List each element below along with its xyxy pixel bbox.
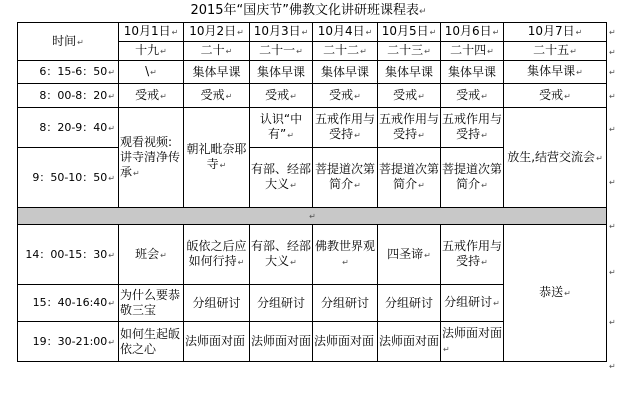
time-cell: 14：00-15：30↵ — [18, 225, 119, 285]
title-text: 2015年“国庆节”佛教文化讲研班课程表 — [190, 3, 419, 18]
row-end-mark-icon: ↵ — [609, 125, 616, 134]
course-cell: 班会↵ — [119, 225, 184, 285]
course-cell: 集体早课 — [250, 61, 313, 84]
row-end-mark-icon: ↵ — [609, 318, 616, 327]
row-end-mark-icon: ↵ — [609, 28, 616, 37]
lunar-date-cell: 二十二↵ — [313, 42, 378, 61]
course-cell: 有部、经部大义↵ — [250, 148, 313, 208]
row-end-mark-icon: ↵ — [609, 268, 616, 277]
course-cell: 受戒↵ — [184, 84, 250, 108]
date-cell: 10月5日↵ — [378, 23, 441, 42]
lunar-date-cell: 二十一↵ — [250, 42, 313, 61]
course-cell: 受戒↵ — [504, 84, 607, 108]
course-cell: 五戒作用与受持↵ — [441, 108, 504, 148]
time-cell: 6：15-6：50↵ — [18, 61, 119, 84]
schedule-row-precepts — [18, 84, 607, 108]
row-end-mark-icon: ↵ — [609, 68, 616, 77]
course-cell: 法师面对面 — [184, 322, 250, 362]
course-cell: 受戒↵ — [441, 84, 504, 108]
course-cell: 分组研讨↵ — [441, 285, 504, 322]
course-cell: 受戒↵ — [119, 84, 184, 108]
date-cell: 10月7日↵ — [504, 23, 607, 42]
time-cell: 9：50-10：50↵ — [18, 148, 119, 208]
course-cell: 四圣谛↵ — [378, 225, 441, 285]
course-cell: 分组研讨 — [184, 285, 250, 322]
time-header-cell: 时间↵ — [18, 23, 119, 61]
time-cell: 15：40-16:40↵ — [18, 285, 119, 322]
course-cell: 五戒作用与受持↵ — [378, 108, 441, 148]
course-cell: 五戒作用与受持↵ — [441, 225, 504, 285]
lunar-date-cell: 二十五↵ — [504, 42, 607, 61]
course-cell: 法师面对面↵ — [441, 322, 504, 362]
course-cell: 认识“中有”↵ — [250, 108, 313, 148]
row-end-mark-icon: ↵ — [609, 362, 616, 371]
lunar-date-cell: 十九↵ — [119, 42, 184, 61]
course-cell: 分组研讨 — [313, 285, 378, 322]
course-cell: 集体早课 — [441, 61, 504, 84]
row-end-mark-icon: ↵ — [609, 92, 616, 101]
course-cell: 放生,结营交流会↵ — [504, 108, 607, 208]
header-date-row — [18, 23, 607, 42]
course-cell: 受戒↵ — [313, 84, 378, 108]
page-title — [0, 3, 617, 20]
date-cell: 10月6日↵ — [441, 23, 504, 42]
course-cell: 法师面对面 — [313, 322, 378, 362]
course-cell: 集体早课 — [184, 61, 250, 84]
course-cell: 恭送↵ — [504, 225, 607, 362]
course-cell: 佛教世界观↵ — [313, 225, 378, 285]
course-cell: 菩提道次第简介↵ — [441, 148, 504, 208]
lunar-date-cell: 二十四↵ — [441, 42, 504, 61]
lunch-break-row — [18, 208, 607, 225]
row-end-mark-icon: ↵ — [609, 48, 616, 57]
date-cell: 10月1日↵ — [119, 23, 184, 42]
time-cell: 8：00-8：20↵ — [18, 84, 119, 108]
course-cell: 集体早课 — [313, 61, 378, 84]
course-cell: 菩提道次第简介↵ — [378, 148, 441, 208]
schedule-row-morning — [18, 61, 607, 84]
lunar-date-cell: 二十↵ — [184, 42, 250, 61]
course-cell: 观看视频:讲寺清净传承↵ — [119, 108, 184, 208]
course-cell: 朝礼毗奈耶寺↵ — [184, 108, 250, 208]
paragraph-mark-icon: ↵ — [419, 7, 427, 17]
lunar-date-cell: 二十三↵ — [378, 42, 441, 61]
course-cell: 分组研讨 — [250, 285, 313, 322]
course-cell: \↵ — [119, 61, 184, 84]
course-cell: 五戒作用与受持↵ — [313, 108, 378, 148]
course-cell: 为什么要恭敬三宝 — [119, 285, 184, 322]
schedule-row-afternoon-1 — [18, 225, 607, 285]
date-cell: 10月3日↵ — [250, 23, 313, 42]
course-cell: 如何生起皈依之心 — [119, 322, 184, 362]
date-cell: 10月2日↵ — [184, 23, 250, 42]
date-cell: 10月4日↵ — [313, 23, 378, 42]
course-cell: 受戒↵ — [250, 84, 313, 108]
course-cell: 集体早课 — [378, 61, 441, 84]
schedule-row-morning-session-1 — [18, 108, 607, 148]
course-cell: 皈依之后应如何行持↵ — [184, 225, 250, 285]
time-cell: 19：30-21:00↵ — [18, 322, 119, 362]
row-end-mark-icon: ↵ — [609, 178, 616, 187]
course-cell: 集体早课↵ — [504, 61, 607, 84]
time-cell: 8：20-9：40↵ — [18, 108, 119, 148]
course-cell: 受戒↵ — [378, 84, 441, 108]
schedule-table — [17, 22, 607, 362]
course-cell: 菩提道次第简介↵ — [313, 148, 378, 208]
course-cell: 法师面对面 — [378, 322, 441, 362]
course-cell: 分组研讨 — [378, 285, 441, 322]
course-cell: 法师面对面 — [250, 322, 313, 362]
break-separator: ↵ — [18, 208, 607, 225]
row-end-mark-icon: ↵ — [609, 222, 616, 231]
course-cell: 有部、经部大义↵ — [250, 225, 313, 285]
